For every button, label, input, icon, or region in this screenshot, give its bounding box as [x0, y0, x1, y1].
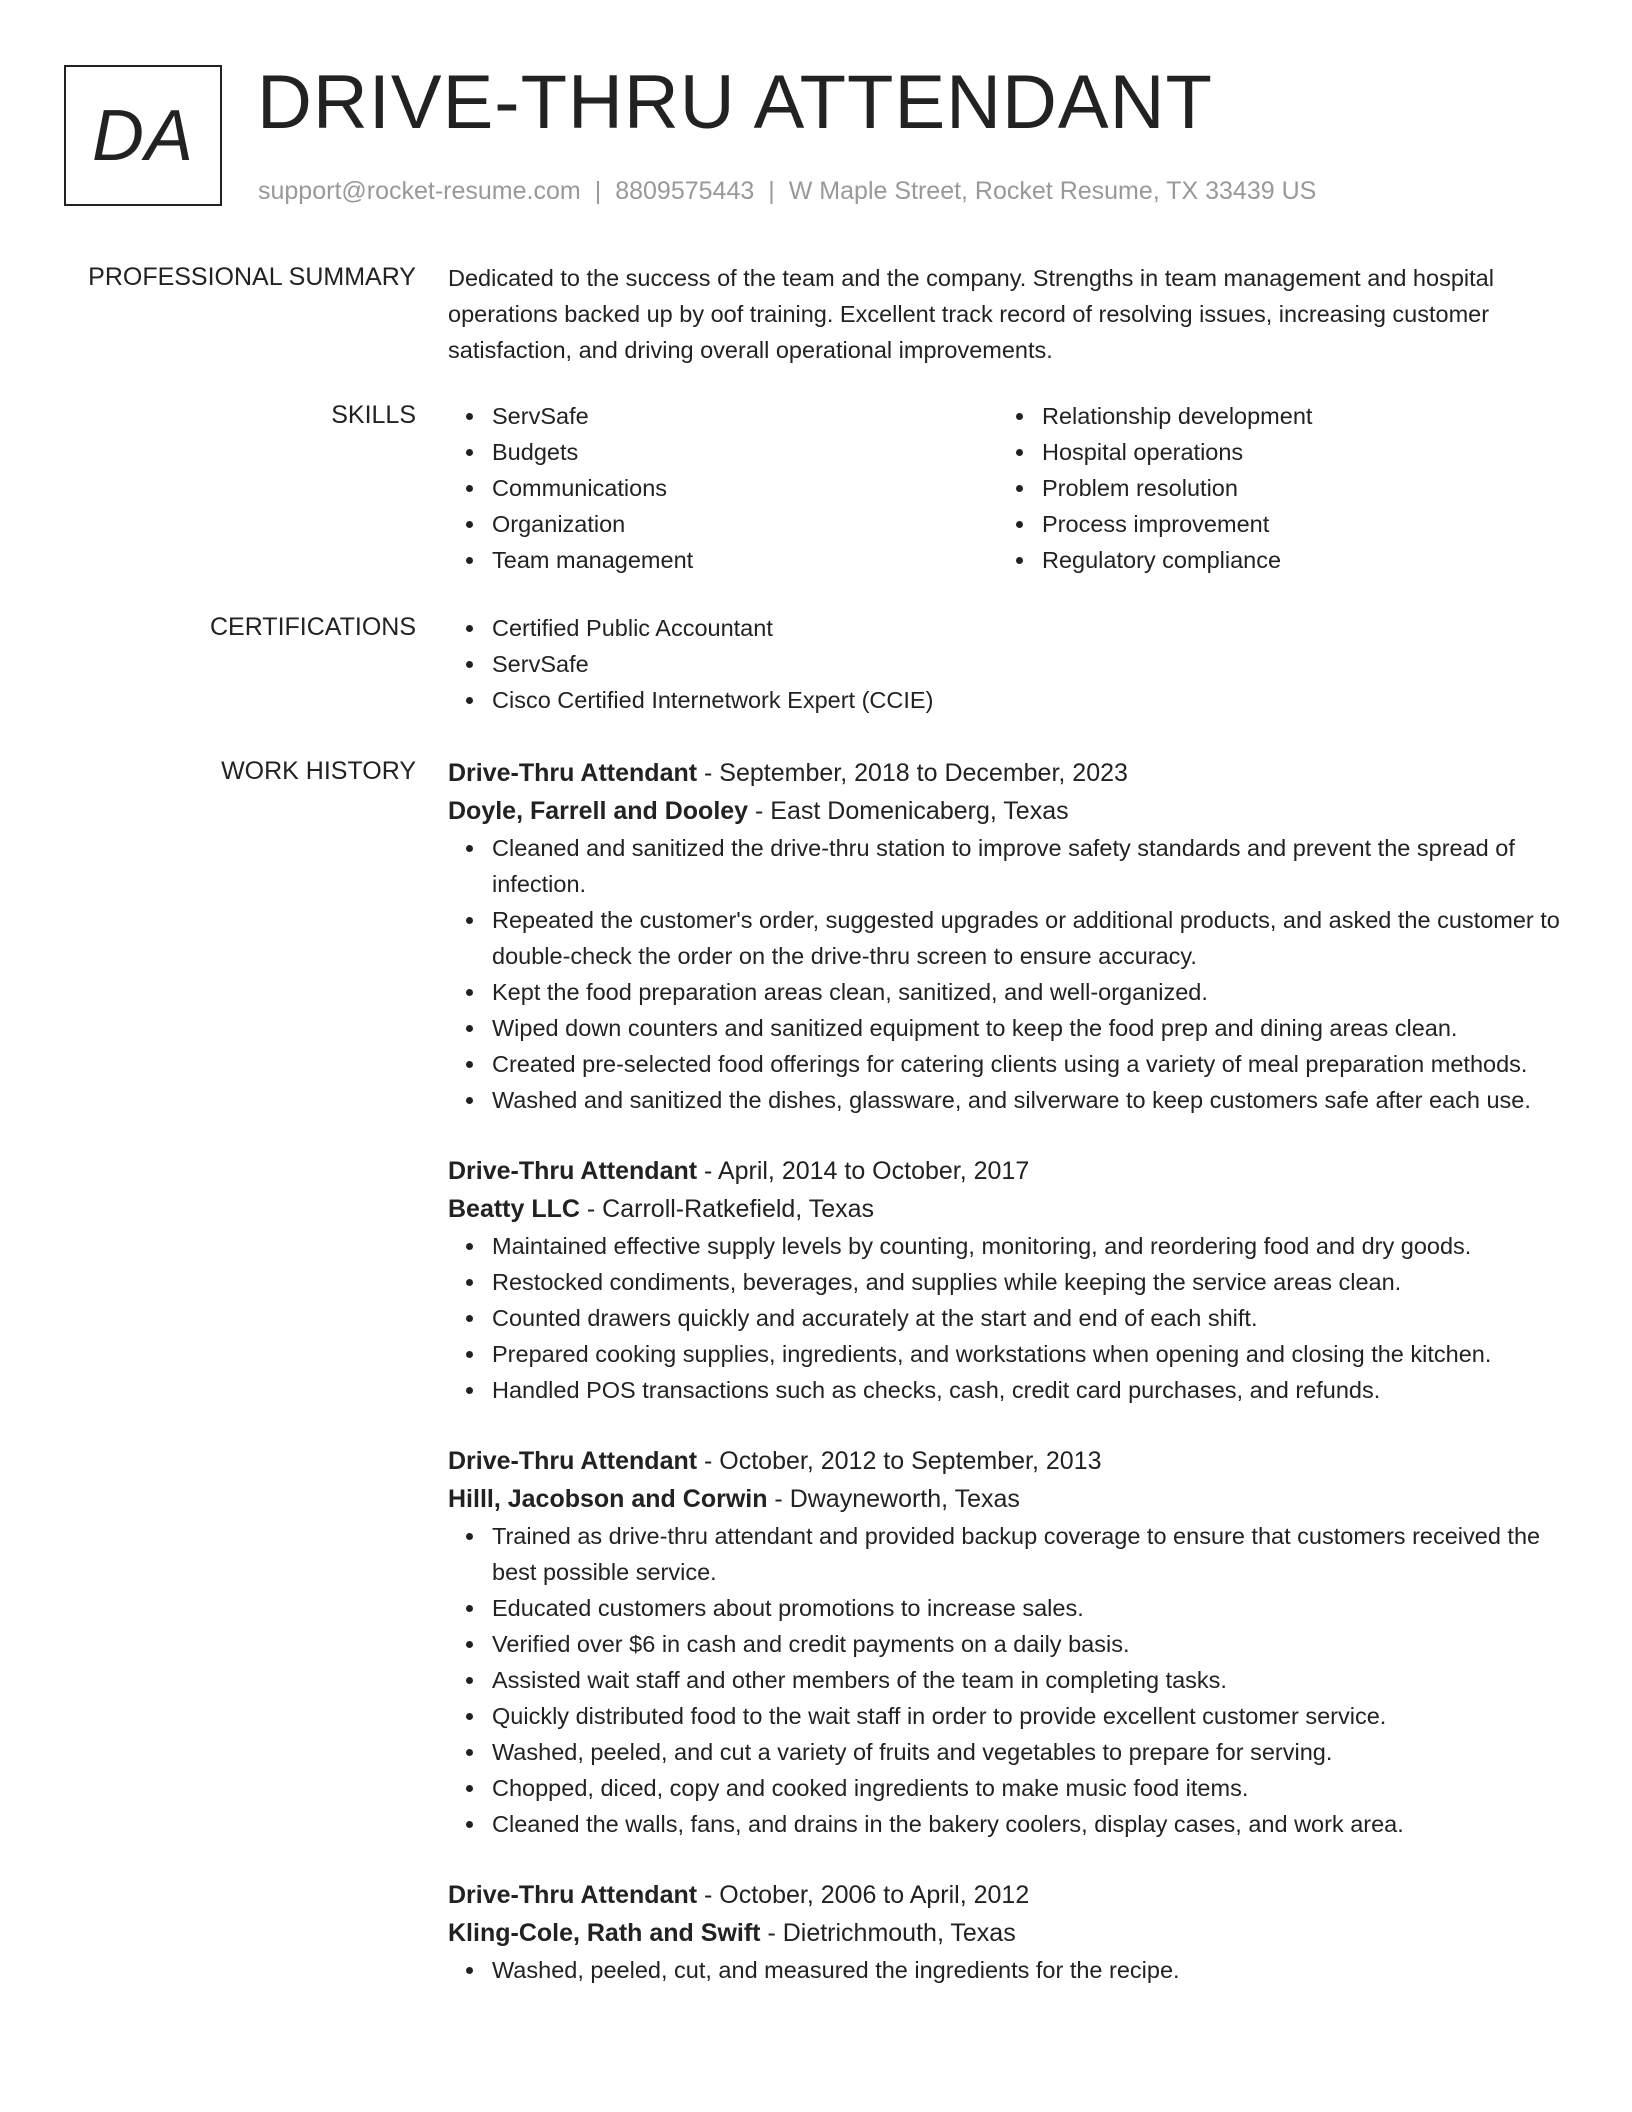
job-role: Drive-Thru Attendant	[448, 1157, 698, 1185]
job-duty: Quickly distributed food to the wait staff in order to provide excellent customer service.	[492, 1698, 1560, 1734]
job-company: Hilll, Jacobson and Corwin	[448, 1485, 768, 1513]
skills-grid	[448, 398, 1560, 578]
job-company-line	[448, 792, 1560, 830]
resume-title: DRIVE-THRU ATTENDANT	[257, 60, 1213, 145]
job-duty: Created pre-selected food offerings for catering clients using a variety of meal preparation methods.	[492, 1046, 1560, 1082]
job-duty: Chopped, diced, copy and cooked ingredients to make music food items.	[492, 1770, 1560, 1806]
contact-address: W Maple Street, Rocket Resume, TX 33439 US	[788, 177, 1317, 205]
job-dates: - September, 2018 to December, 2023	[697, 759, 1128, 787]
skills-list-left	[448, 398, 998, 578]
job-company: Kling-Cole, Rath and Swift	[448, 1919, 761, 1947]
job-dates: - October, 2012 to September, 2013	[697, 1447, 1102, 1475]
job-title-line	[448, 1152, 1560, 1190]
job-duty: Counted drawers quickly and accurately at the start and end of each shift.	[492, 1300, 1560, 1336]
summary-text: Dedicated to the success of the team and the company. Strengths in team management and hospital operations backed up by oof training. Excellent track record of resolving issues, increasing customer satisfaction, and driving overall operational improvements.	[448, 265, 1494, 363]
job-duty: Handled POS transactions such as checks, cash, credit card purchases, and refunds.	[492, 1372, 1560, 1408]
skill-item: Process improvement	[1042, 506, 1548, 542]
job-duties-list	[448, 830, 1560, 1118]
skills-column-right	[998, 398, 1548, 578]
job-duty: Cleaned the walls, fans, and drains in the bakery coolers, display cases, and work area.	[492, 1806, 1560, 1842]
job-entry	[448, 1442, 1560, 1842]
monogram-badge	[64, 65, 222, 206]
job-duties-list	[448, 1518, 1560, 1842]
job-duties-list	[448, 1228, 1560, 1408]
job-duty: Washed and sanitized the dishes, glassware, and silverware to keep customers safe after each use.	[492, 1082, 1560, 1118]
job-duty: Assisted wait staff and other members of the team in completing tasks.	[492, 1662, 1560, 1698]
job-location: - Carroll-Ratkefield, Texas	[579, 1195, 875, 1223]
certifications-body	[448, 610, 1560, 718]
job-entry	[448, 1876, 1560, 1988]
job-location: - East Domenicaberg, Texas	[748, 797, 1069, 825]
job-title-line	[448, 754, 1560, 792]
job-company-line	[448, 1480, 1560, 1518]
work-history-heading: WORK HISTORY	[221, 757, 416, 785]
certifications-heading: CERTIFICATIONS	[209, 613, 416, 641]
certifications-list	[448, 610, 1560, 718]
job-role: Drive-Thru Attendant	[448, 1447, 698, 1475]
job-duty: Washed, peeled, cut, and measured the ingredients for the recipe.	[492, 1952, 1560, 1988]
job-company: Doyle, Farrell and Dooley	[448, 797, 749, 825]
skill-item: Problem resolution	[1042, 470, 1548, 506]
job-duties-list	[448, 1952, 1560, 1988]
skill-item: Organization	[492, 506, 998, 542]
certification-item: ServSafe	[492, 646, 1560, 682]
skill-item: Team management	[492, 542, 998, 578]
job-role: Drive-Thru Attendant	[448, 759, 698, 787]
contact-line	[258, 176, 1316, 206]
summary-body	[448, 260, 1560, 368]
certification-item: Certified Public Accountant	[492, 610, 1560, 646]
job-company-line	[448, 1914, 1560, 1952]
job-duty: Prepared cooking supplies, ingredients, and workstations when opening and closing the kitchen.	[492, 1336, 1560, 1372]
job-location: - Dietrichmouth, Texas	[760, 1919, 1016, 1947]
job-company-line	[448, 1190, 1560, 1228]
skills-list-right	[998, 398, 1548, 578]
contact-phone[interactable]: 8809575443	[615, 177, 755, 205]
job-duty: Cleaned and sanitized the drive-thru station to improve safety standards and prevent the spread of infection.	[492, 830, 1560, 902]
summary-heading: PROFESSIONAL SUMMARY	[88, 263, 416, 291]
skills-body	[448, 398, 1560, 578]
job-duty: Restocked condiments, beverages, and supplies while keeping the service areas clean.	[492, 1264, 1560, 1300]
job-duty: Verified over $6 in cash and credit payments on a daily basis.	[492, 1626, 1560, 1662]
job-entry	[448, 1152, 1560, 1408]
contact-separator: |	[768, 177, 775, 205]
job-duty: Washed, peeled, and cut a variety of fruits and vegetables to prepare for serving.	[492, 1734, 1560, 1770]
job-role: Drive-Thru Attendant	[448, 1881, 698, 1909]
skills-column-left	[448, 398, 998, 578]
skill-item: Relationship development	[1042, 398, 1548, 434]
job-title-line	[448, 1442, 1560, 1480]
skill-item: Budgets	[492, 434, 998, 470]
skill-item: Hospital operations	[1042, 434, 1548, 470]
skill-item: Communications	[492, 470, 998, 506]
job-dates: - October, 2006 to April, 2012	[697, 1881, 1030, 1909]
contact-email[interactable]: support@rocket-resume.com	[258, 177, 581, 205]
job-duty: Repeated the customer's order, suggested upgrades or additional products, and asked the customer to double-check the order on the drive-thru screen to ensure accuracy.	[492, 902, 1560, 974]
job-company: Beatty LLC	[448, 1195, 580, 1223]
job-duty: Maintained effective supply levels by counting, monitoring, and reordering food and dry goods.	[492, 1228, 1560, 1264]
job-duty: Trained as drive-thru attendant and provided backup coverage to ensure that customers received the best possible service.	[492, 1518, 1560, 1590]
skill-item: Regulatory compliance	[1042, 542, 1548, 578]
job-duty: Educated customers about promotions to increase sales.	[492, 1590, 1560, 1626]
work-history-body	[448, 754, 1560, 2022]
job-dates: - April, 2014 to October, 2017	[697, 1157, 1030, 1185]
contact-separator: |	[594, 177, 602, 205]
skill-item: ServSafe	[492, 398, 998, 434]
skills-heading: SKILLS	[331, 401, 416, 429]
job-entry	[448, 754, 1560, 1118]
job-location: - Dwayneworth, Texas	[767, 1485, 1020, 1513]
job-duty: Kept the food preparation areas clean, sanitized, and well-organized.	[492, 974, 1560, 1010]
monogram-text: DA	[91, 95, 195, 176]
certification-item: Cisco Certified Internetwork Expert (CCIE)	[492, 682, 1560, 718]
job-duty: Wiped down counters and sanitized equipment to keep the food prep and dining areas clean.	[492, 1010, 1560, 1046]
job-title-line	[448, 1876, 1560, 1914]
